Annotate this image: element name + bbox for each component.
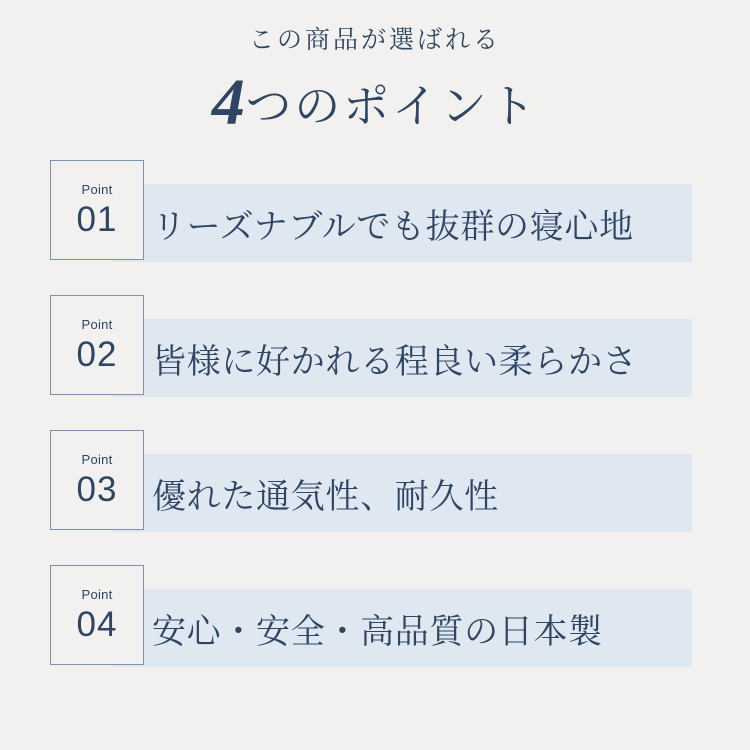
- point-text: 安心・安全・高品質の日本製: [152, 613, 603, 651]
- point-badge-label: Point: [81, 587, 113, 602]
- list-item: [0, 430, 750, 532]
- list-item: [0, 160, 750, 262]
- point-text: 皆様に好かれる程良い柔らかさ: [152, 343, 638, 381]
- point-text: リーズナブルでも抜群の寝心地: [152, 208, 634, 246]
- point-badge-label: Point: [81, 317, 113, 332]
- heading-title: [0, 66, 750, 139]
- heading-subtitle: この商品が選ばれる: [248, 27, 501, 54]
- point-badge: [50, 160, 144, 260]
- point-badge-number: 02: [76, 335, 118, 374]
- point-badge-number: 03: [76, 470, 118, 509]
- point-badge: [50, 565, 144, 665]
- heading-number: 4: [211, 66, 246, 139]
- point-badge: [50, 430, 144, 530]
- heading-title-rest: つのポイント: [245, 81, 539, 132]
- point-badge-number: 04: [76, 605, 118, 644]
- point-badge-number: 01: [76, 200, 118, 239]
- point-text: 優れた通気性、耐久性: [152, 478, 499, 516]
- list-item: [0, 295, 750, 397]
- point-badge-label: Point: [81, 182, 113, 197]
- page-heading: [0, 0, 750, 139]
- points-list: [0, 160, 750, 700]
- list-item: [0, 565, 750, 667]
- point-badge-label: Point: [81, 452, 113, 467]
- point-badge: [50, 295, 144, 395]
